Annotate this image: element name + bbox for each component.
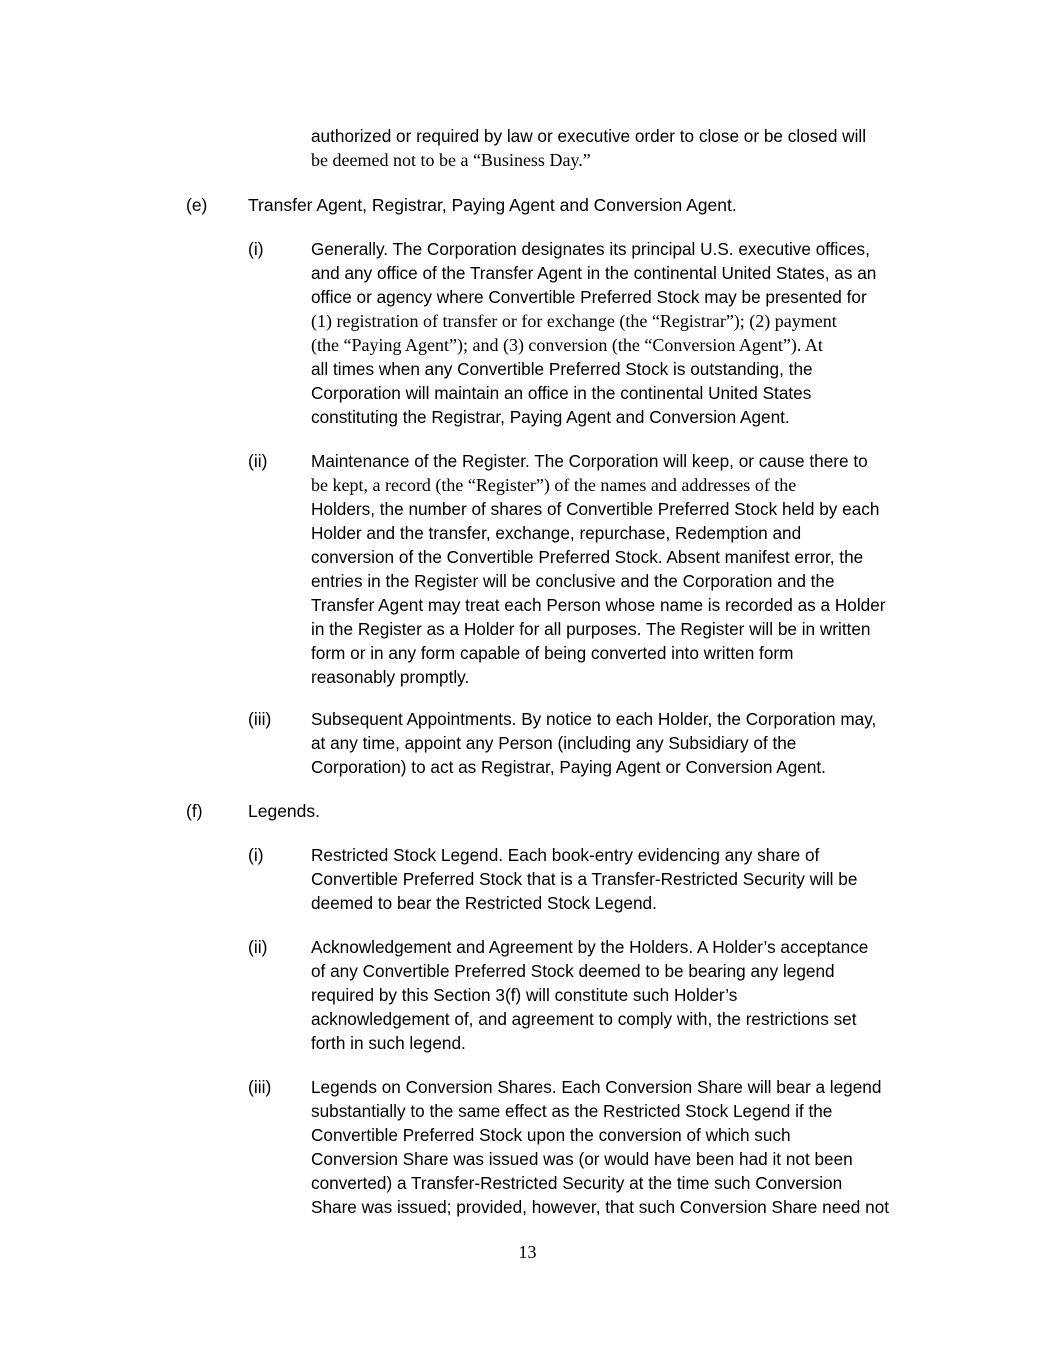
text-line: Convertible Preferred Stock upon the conversion of which such (311, 1125, 791, 1145)
section-f-label: (f) (186, 801, 203, 821)
text-line: required by this Section 3(f) will constitute such Holder’s (311, 985, 738, 1005)
item-f-ii-text (311, 935, 941, 1055)
item-f-iii-text (311, 1075, 941, 1219)
item-f-ii-label: (ii) (248, 937, 268, 957)
text-line: Corporation) to act as Registrar, Paying Agent or Conversion Agent. (311, 757, 826, 777)
text-line: deemed to bear the Restricted Stock Legend. (311, 893, 657, 913)
text-line: Restricted Stock Legend. Each book-entry evidencing any share of (311, 845, 820, 865)
item-e-iii-text (311, 707, 941, 779)
section-e-title: Transfer Agent, Registrar, Paying Agent and Conversion Agent. (248, 195, 737, 215)
text-line: substantially to the same effect as the Restricted Stock Legend if the (311, 1101, 833, 1121)
item-e-ii-text (311, 449, 941, 689)
text-line: Holders, the number of shares of Convertible Preferred Stock held by each (311, 499, 880, 519)
text-line: in the Register as a Holder for all purposes. The Register will be in written (311, 619, 871, 639)
text-line: and any office of the Transfer Agent in the continental United States, as an (311, 263, 877, 283)
text-line: all times when any Convertible Preferred Stock is outstanding, the (311, 359, 813, 379)
text-line: Share was issued; provided, however, that such Conversion Share need not (311, 1197, 890, 1217)
text-line: Acknowledgement and Agreement by the Holders. A Holder’s acceptance (311, 937, 869, 957)
text-line: constituting the Registrar, Paying Agent and Conversion Agent. (311, 407, 790, 427)
text-line: (1) registration of transfer or for exchange (the “Registrar”); (2) payment (311, 311, 837, 331)
text-line: Convertible Preferred Stock that is a Transfer-Restricted Security will be (311, 869, 858, 889)
text-line: forth in such legend. (311, 1033, 466, 1053)
item-e-i-text (311, 237, 941, 429)
text-line: Corporation will maintain an office in the continental United States (311, 383, 812, 403)
text-line: Subsequent Appointments. By notice to each Holder, the Corporation may, (311, 709, 877, 729)
item-f-i-label: (i) (248, 845, 264, 865)
text-line: office or agency where Convertible Preferred Stock may be presented for (311, 287, 867, 307)
item-f-i-text (311, 843, 941, 915)
page-number: 13 (518, 1242, 537, 1262)
item-e-ii-label: (ii) (248, 451, 268, 471)
text-line: Generally. The Corporation designates its principal U.S. executive offices, (311, 239, 870, 259)
text-line: (the “Paying Agent”); and (3) conversion (the “Conversion Agent”). At (311, 335, 823, 355)
text-line: at any time, appoint any Person (including any Subsidiary of the (311, 733, 797, 753)
text-line: conversion of the Convertible Preferred Stock. Absent manifest error, the (311, 547, 864, 567)
section-f-title: Legends. (248, 801, 321, 821)
text-line: Holder and the transfer, exchange, repurchase, Redemption and (311, 523, 802, 543)
text-line: Legends on Conversion Shares. Each Conversion Share will bear a legend (311, 1077, 882, 1097)
item-f-iii-label: (iii) (248, 1077, 272, 1097)
section-e-label: (e) (186, 195, 208, 215)
text-line: reasonably promptly. (311, 667, 470, 687)
intro-line: be deemed not to be a “Business Day.” (311, 150, 591, 170)
text-line: Transfer Agent may treat each Person whose name is recorded as a Holder (311, 595, 886, 615)
text-line: entries in the Register will be conclusive and the Corporation and the (311, 571, 835, 591)
item-e-iii-label: (iii) (248, 709, 272, 729)
text-line: converted) a Transfer-Restricted Security at the time such Conversion (311, 1173, 843, 1193)
text-line: acknowledgement of, and agreement to comply with, the restrictions set (311, 1009, 857, 1029)
item-e-i-label: (i) (248, 239, 264, 259)
text-line: of any Convertible Preferred Stock deemed to be bearing any legend (311, 961, 835, 981)
text-line: be kept, a record (the “Register”) of the names and addresses of the (311, 475, 797, 495)
text-line: Maintenance of the Register. The Corporation will keep, or cause there to (311, 451, 868, 471)
text-line: form or in any form capable of being converted into written form (311, 643, 794, 663)
intro-paragraph (311, 124, 941, 172)
intro-line: authorized or required by law or executive order to close or be closed will (311, 126, 867, 146)
text-line: Conversion Share was issued was (or would have been had it not been (311, 1149, 853, 1169)
